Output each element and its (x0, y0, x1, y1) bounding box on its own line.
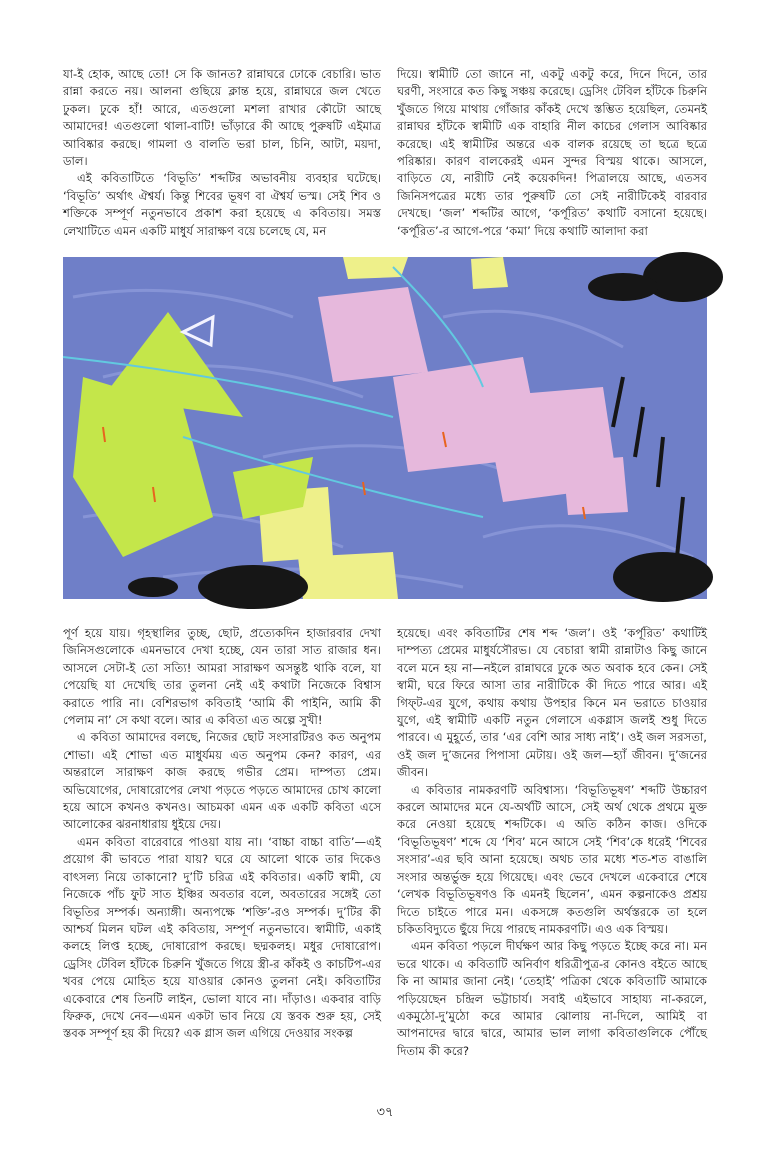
article-column-top-left (63, 66, 381, 246)
paragraph: এমন কবিতা পড়লে দীর্ঘক্ষণ আর কিছু পড়তে ইচ্ছে করে না। মন ভরে থাকে। এ কবিতাটি অনির্বাণ ধরিত্রীপুত্র-র কোনও বইতে আছে কি না আমার জানা নেই। ‘তেহাই’ পত্রিকা থেকে কবিতাটি আমাকে পড়িয়েছেন চন্দ্রিল ভট্টাচার্য। সবাই এইভাবে সাহায্য না-করলে, একমুঠো-দু’মুঠো করে আমার ঝোলায় না-দিলে, আমিই বা আপনাদের দ্বারে দ্বারে, আমার ভাল লাগা কবিতাগুলিকে পৌঁছে দিতাম কী করে? (397, 939, 707, 1058)
paragraph: এই কবিতাটিতে ‘বিভূতি’ শব্দটির অভাবনীয় ব্যবহার ঘটেছে। ‘বিভূতি’ অর্থাৎ ঐশ্বর্য। কিন্তু শিবের ভূষণ বা ঐশ্বর্য ভস্ম। সেই শিব ও শক্তিকে সম্পূর্ণ নতুনভাবে প্রকাশ করা হয়েছে এ কবিতায়। সমস্ত লেখাটিতে এমন একটি মাধুর্য সারাক্ষণ বয়ে চলেছে যে, মন (63, 171, 381, 238)
article-column-top-right (397, 66, 707, 246)
paragraph: এ কবিতার নামকরণটি অবিশ্বাস্য। ‘বিভূতিভূষণ’ শব্দটি উচ্চারণ করলে আমাদের মনে যে-অর্থটি আসে, সেই অর্থ থেকে প্রথমে মুক্ত করে নেওয়া হয়েছে শব্দটিকে। এ অতি কঠিন কাজ। ওদিকে ‘বিভূতিভূষণ’ শব্দে যে ‘শিব’ মনে আসে সেই ‘শিব’কে ধরেই ‘শিবের সংসার’-এর ছবি আনা হয়েছে। অথচ তার মধ্যে শত-শত বাঙালি সংসার অন্তর্ভুক্ত হয়ে গিয়েছে। এবং ভেবে দেখলে একেবারে শেষে ‘লেখক বিভূতিভূষণও কি এমনই ছিলেন’, এমন কল্পনাকেও প্রশ্রয় দিতে চাইতে পারে মন। একসঙ্গে কতগুলি অর্থস্তরকে তা হলে চকিতবিদ্যুতে ছুঁয়ে দিয়ে পারছে নামকরণটি। এও এক বিস্ময়। (397, 782, 707, 936)
paragraph: পূর্ণ হয়ে যায়। গৃহস্থালির তুচ্ছ, ছোট, প্রত্যেকদিন হাজারবার দেখা জিনিসগুলোকে এমনভাবে দেখা হচ্ছে, যেন তারা সাত রাজার ধন। আসলে সেটা-ই তো সত্যি! আমরা সারাক্ষণ অসন্তুষ্ট থাকি বলে, যা পেয়েছি যা দেখেছি তার তুলনা নেই এই কথাটা নিজেকে বিশ্বাস করাতে পারি না। বেশিরভাগ কবিতাই ‘আমি কী পাইনি, আমি কী পেলাম না’ সে কথা বলে। আর এ কবিতা এত অল্পে সুখী! (63, 626, 381, 728)
paragraph: এ কবিতা আমাদের বলছে, নিজের ছোট সংসারটিরও কত অনুপম শোভা। এই শোভা এত মাধুর্যময় এত অনুপম কেন? কারণ, এর অন্তরালে সারাক্ষণ কাজ করছে গভীর প্রেম। দাম্পত্য প্রেম। অভিযোগের, দোষারোপের লেখা পড়তে পড়তে আমাদের চোখ কালো হয়ে আসে কখনও কখনও। আচমকা এমন এক একটি কবিতা এসে আলোকের ঝরনাধারায় ধুইয়ে দেয়। (63, 730, 381, 832)
paragraph: যা-ই হোক, আছে তো! সে কি জানত? রান্নাঘরে ঢোকে বেচারি। ভাত রান্না করতে নয়। আলনা গুছিয়ে ক্লান্ত হয়ে, রান্নাঘরে জল খেতে ঢুকল। ঢুকে হাঁ! আরে, এতগুলো মশলা রাখার কৌটো আছে আমাদের! এতগুলো থালা-বাটি! ভাঁড়ারে কী আছে পুরুষটি এইমাত্র আবিষ্কার করছে। গামলা ও বালতি ভরা চাল, চিনি, আটা, ময়দা, ডাল। (63, 67, 381, 169)
paragraph: এমন কবিতা বারেবারে পাওয়া যায় না। ‘বাচ্চা বাচ্চা বাতি’—এই প্রয়োগ কী ভাবতে পারা যায়? ঘরে যে আলো থাকে তার দিকেও বাৎসল্য নিয়ে তাকানো? দু’টি চরিত্র এই কবিতার। একটি স্বামী, যে নিজেকে পাঁচ ফুট সাত ইঞ্চির অবতার বলে, অবতারের সঙ্গেই তো বিভূতির সম্পর্ক। অন্যাঙ্গী। অন্যপক্ষে ‘শক্তি’-রও সম্পর্ক। দু’টির কী আশ্চর্য মিলন ঘটল এই কবিতায়, সম্পূর্ণ নতুনভাবে। স্বামীটি, একাই কলহে লিপ্ত হচ্ছে, দোষারোপ করছে। ছদ্মকলহ। মধুর দোষারোপ। ড্রেসিং টেবিল হাঁটকে চিরুনি খুঁজতে গিয়ে স্ত্রী-র কাঁকই ও কাচটিপ-এর খবর পেয়ে মোহিত হয়ে যাওয়ার কোনও তুলনা নেই। কবিতাটির একেবারে শেষ তিনটি লাইন, ভোলা যাবে না। দাঁড়াও। একবার বাড়ি ফিরুক, দেখে নেব—এমন একটা ভাব নিয়ে যে স্তবক শুরু হয়, সেই স্তবক সম্পূর্ণ হয় কী দিয়ে? এক গ্লাস জল এগিয়ে দেওয়ার সংকল্প (63, 834, 381, 1041)
page-number: ৩৭ (376, 1105, 394, 1120)
paragraph: দিয়ে। স্বামীটি তো জানে না, একটু একটু করে, দিনে দিনে, তার ঘরণী, সংসারে কত কিছু সঞ্চয় করেছে। ড্রেসিং টেবিল হাঁটকে চিরুনি খুঁজতে গিয়ে মাথায় গোঁজার কাঁকই দেখে স্তম্ভিত হয়েছিল, তেমনই রান্নাঘর হাঁটকে স্বামীটি এক বাহারি নীল কাচের গেলাস আবিষ্কার করেছে। এই স্বামীটির অন্তরে এক বালক রয়েছে তা ছত্রে ছত্রে পরিষ্কার। কারণ বালকেরই এমন সুন্দর বিস্ময় থাকে। আসলে, বাড়িতে যে, নারীটি নেই কয়েকদিন! পিত্রালয়ে আছে, এতসব জিনিসপত্রের মধ্যে তার পুরুষটি তো সেই নারীটিকেই বারবার দেখছে। ‘জল’ শব্দটির আগে, ‘কর্পূরিত’ কথাটি বসানো হয়েছে। ‘কর্পূরিত’-র আগে-পরে ‘কমা’ দিয়ে কথাটি আলাদা করা (397, 67, 707, 238)
paragraph: হয়েছে। এবং কবিতাটির শেষ শব্দ ‘জল’। ওই ‘কর্পূরিত’ কথাটিই দাম্পত্য প্রেমের মাধুর্যসৌরভ। যে বেচারা স্বামী রান্নাটাও কিছু জানে বলে মনে হয় না—নইলে রান্নাঘরে ঢুকে অত অবাক হবে কেন। সেই স্বামী, ঘরে ফিরে আসা তার নারীটিকে কী দিতে পারে আর। এই গিফ্‌ট-এর যুগে, কথায় কথায় উপহার কিনে মন ভরাতে চাওয়ার যুগে, এই স্বামীটি একটি নতুন গেলাসে একগ্লাস জলই শুধু দিতে পারবে। এ মুহূর্তে, তার ‘এর বেশি আর সাধ্য নাই’। ওই জল সরসতা, ওই জল দু’জনের পিপাসা মেটায়। ওই জল—হ্যাঁ জীবন। দু’জনের জীবন। (397, 626, 707, 780)
painting-canvas (63, 257, 707, 599)
article-column-bottom-left (63, 625, 381, 1095)
article-column-bottom-right (397, 625, 707, 1058)
abstract-painting-illustration (63, 257, 707, 599)
